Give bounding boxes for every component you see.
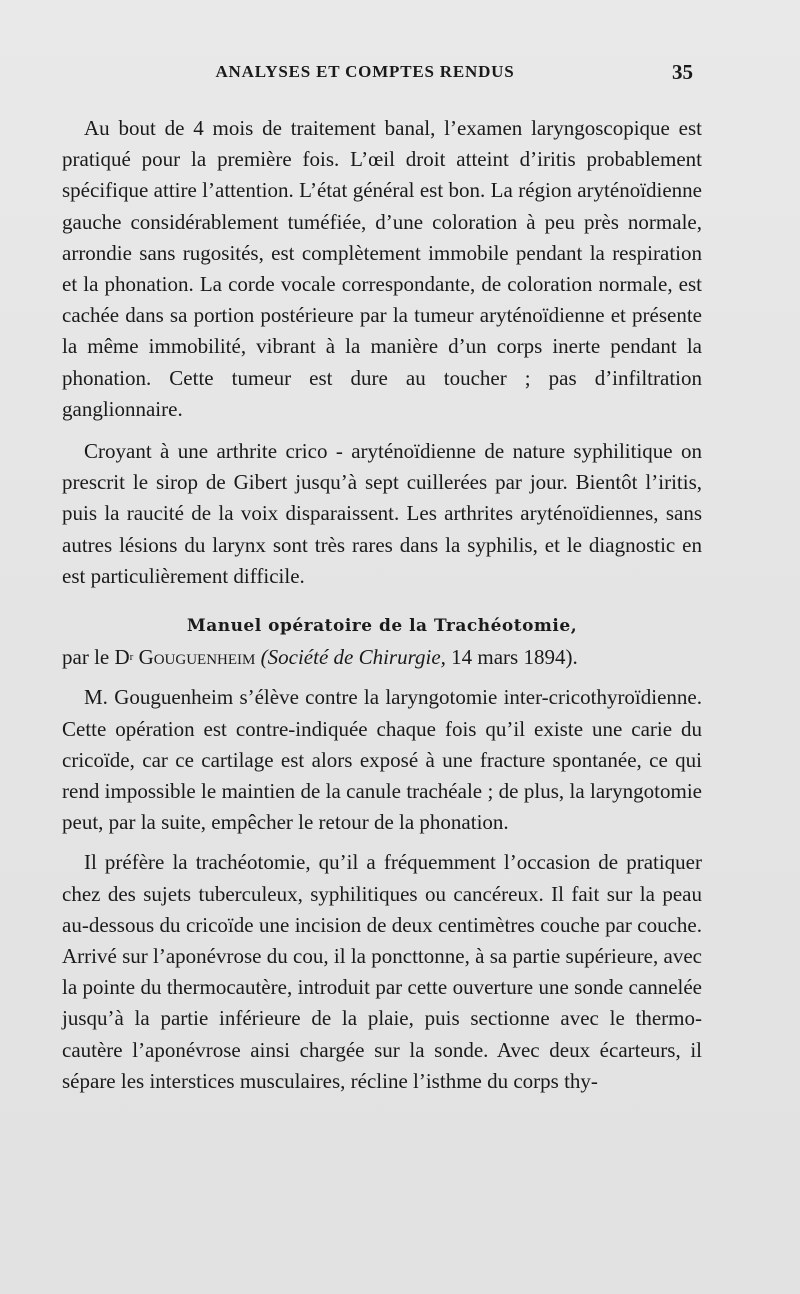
section-title: Manuel opératoire de la Trachéotomie, [186, 616, 578, 637]
byline-source: (Société de Chirurgie, [260, 645, 446, 670]
paragraph-2: Croyant à une arthrite crico - aryténoïdienne de nature syphilitique on prescrit le sirop de Gibert jusqu’à sept cuillerées par jour. Bientôt l’iritis, puis la raucité de la voix disparaissent. Les arthrites aryténoïdiennes, sans autres lésions du larynx sont très rares dans la syphilis, et le diagnostic en est particulièrement difficile. [62, 439, 702, 588]
paragraph-4: Il préfère la trachéotomie, qu’il a fréquemment l’occasion de pratiquer chez des sujets tuberculeux, syphilitiques ou cancéreux. Il fait sur la peau au-dessous du cricoïde une incision de deux centimètres couche par couche. Arrivé sur l’aponévrose du cou, il la poncttonne, à sa partie supérieure, avec la pointe du thermocautère, introduit par cette ouverture une sonde cannelée jusqu’à la partie inférieure de la plaie, puis sectionne avec le thermo-cautère l’aponévrose ainsi chargée sur la sonde. Avec deux écarteurs, il sépare les interstices musculaires, récline l’isthme du corps thy- [62, 850, 702, 1093]
paragraph-3: M. Gouguenheim s’élève contre la laryngotomie inter-cricothyroïdienne. Cette opération est contre-indiquée chaque fois qu’il existe une carie du cricoïde, car ce cartilage est alors exposé à une fracture spontanée, ce qui rend impossible le maintien de la canule trachéale ; de plus, la laryngotomie peut, par la suite, empêcher le retour de la phonation. [62, 685, 702, 835]
byline-sup: r [129, 651, 134, 664]
article-body [62, 113, 702, 1097]
paragraph-1: Au bout de 4 mois de traitement banal, l’examen laryngoscopique est pratiqué pour la première fois. L’œil droit atteint d’iritis probablement spécifique attire l’attention. L’état général est bon. La région aryténoïdienne gauche considérablement tuméfiée, d’une coloration à peu près normale, arrondie sans rugosités, est complètement immobile pendant la respiration et la phonation. La corde vocale correspondante, de coloration normale, est cachée dans sa portion postérieure par la tumeur aryténoïdienne et présente la même immobilité, vibrant à la manière d’un corps inerte pendant la phonation. Cette tumeur est dure au toucher ; pas d’infiltration ganglionnaire. [62, 116, 702, 421]
page-number: 35 [672, 60, 693, 84]
byline-author: Gouguenheim [138, 645, 256, 670]
byline [62, 642, 702, 673]
byline-date: 14 mars 1894). [451, 645, 578, 670]
running-head: ANALYSES ET COMPTES RENDUS [215, 62, 515, 81]
byline-prefix: par le D [62, 645, 130, 670]
